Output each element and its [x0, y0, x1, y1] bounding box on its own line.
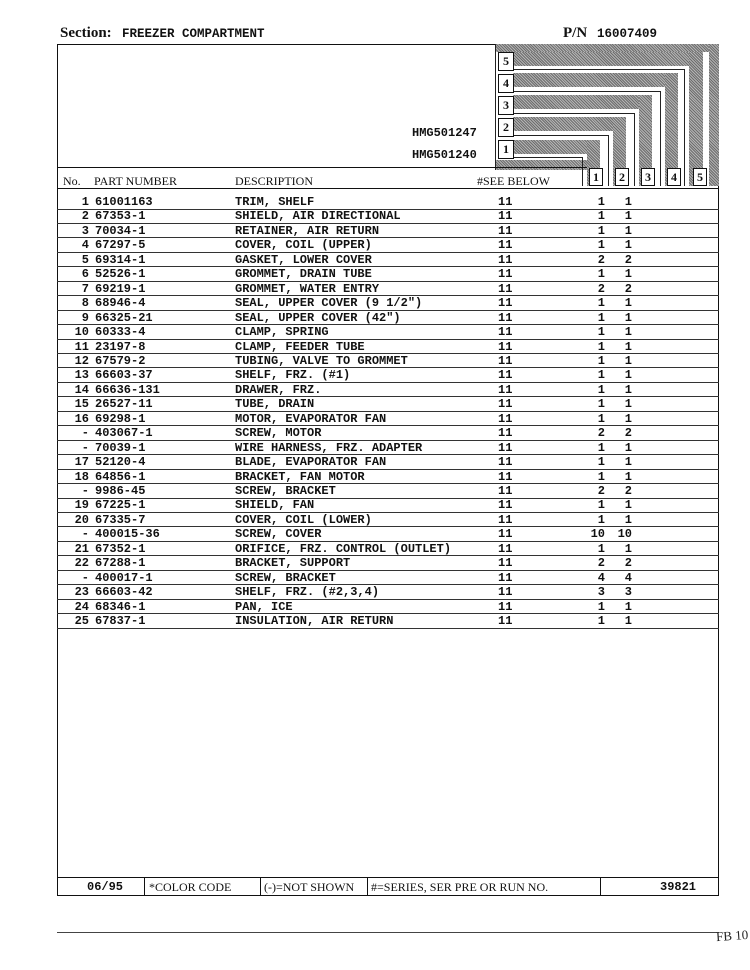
item-number: 6: [81, 267, 89, 282]
qty-model-1: 4: [597, 570, 605, 585]
footer-color-code: *COLOR CODE: [149, 880, 232, 894]
qty-model-1: 1: [597, 614, 605, 629]
qty-model-1: 1: [597, 325, 605, 340]
part-description: MOTOR, EVAPORATOR FAN: [235, 411, 387, 426]
see-below-code: 11: [498, 310, 513, 325]
part-description: SCREW, MOTOR: [235, 426, 322, 441]
item-number: 7: [81, 281, 89, 296]
part-description: DRAWER, FRZ.: [235, 382, 322, 397]
part-description: GROMMET, DRAIN TUBE: [235, 267, 372, 282]
qty-model-1: 1: [597, 397, 605, 412]
qty-model-1: 1: [597, 498, 605, 513]
qty-model-2: 1: [624, 498, 632, 513]
qty-model-1: 1: [597, 195, 605, 209]
item-number: 18: [74, 469, 89, 484]
part-description: GASKET, LOWER COVER: [235, 252, 372, 267]
part-description: COVER, COIL (UPPER): [235, 238, 372, 253]
qty-model-2: 1: [624, 541, 632, 556]
table-row: [57, 441, 719, 456]
qty-model-2: 1: [624, 209, 632, 224]
qty-model-2: 4: [624, 570, 632, 585]
qty-model-1: 2: [597, 426, 605, 441]
part-number: 67579-2: [95, 353, 146, 368]
see-below-code: 11: [498, 585, 513, 600]
qty-model-1: 1: [597, 541, 605, 556]
part-description: SEAL, UPPER COVER (42"): [235, 310, 401, 325]
table-row: [57, 470, 719, 485]
qty-model-1: 1: [597, 512, 605, 527]
qty-model-1: 3: [597, 585, 605, 600]
model-col-1: 1: [589, 168, 603, 186]
qty-model-2: 1: [624, 469, 632, 484]
part-description: SHIELD, AIR DIRECTIONAL: [235, 209, 401, 224]
part-number: 67353-1: [95, 209, 146, 224]
see-below-code: 11: [498, 368, 513, 383]
part-description: SEAL, UPPER COVER (9 1/2"): [235, 296, 423, 311]
part-description: SCREW, BRACKET: [235, 570, 336, 585]
part-number: 52120-4: [95, 455, 146, 470]
model-box-1: 1: [498, 140, 514, 159]
see-below-code: 11: [498, 498, 513, 513]
part-description: CLAMP, SPRING: [235, 325, 329, 340]
part-description: RETAINER, AIR RETURN: [235, 223, 380, 238]
model-box-2: 2: [498, 118, 514, 137]
model-col-4: 4: [667, 168, 681, 186]
qty-model-2: 1: [624, 267, 632, 282]
table-row: [57, 455, 719, 470]
qty-model-2: 2: [624, 556, 632, 571]
see-below-code: 11: [498, 556, 513, 571]
table-row: [57, 209, 719, 224]
qty-model-2: 10: [617, 527, 632, 542]
part-number: 68946-4: [95, 296, 146, 311]
footer-series: #=SERIES, SER PRE OR RUN NO.: [371, 880, 549, 894]
qty-model-1: 10: [590, 527, 605, 542]
table-row: [57, 585, 719, 600]
table-row: [57, 238, 719, 253]
section-name: FREEZER COMPARTMENT: [122, 27, 265, 41]
part-description: WIRE HARNESS, FRZ. ADAPTER: [235, 440, 423, 455]
see-below-code: 11: [498, 469, 513, 484]
table-row: [57, 397, 719, 412]
item-number: 22: [74, 556, 89, 571]
qty-model-1: 2: [597, 484, 605, 498]
model-col-5: 5: [693, 168, 707, 186]
item-number: 15: [74, 397, 89, 412]
table-row: [57, 412, 719, 427]
see-below-code: 11: [498, 223, 513, 238]
part-description: SHELF, FRZ. (#2,3,4): [235, 585, 380, 600]
part-number: 60333-4: [95, 325, 146, 340]
qty-model-1: 1: [597, 469, 605, 484]
see-below-code: 11: [498, 339, 513, 354]
qty-model-1: 1: [597, 209, 605, 224]
item-number: 5: [81, 252, 89, 267]
model-box-5: 5: [498, 52, 514, 71]
table-row: [57, 311, 719, 326]
qty-model-2: 2: [624, 252, 632, 267]
pn-label: P/N: [563, 25, 588, 41]
part-number: 70039-1: [95, 440, 146, 455]
see-below-code: 11: [498, 599, 513, 614]
footer-date: 06/95: [87, 880, 124, 894]
part-description: TUBING, VALVE TO GROMMET: [235, 353, 408, 368]
table-row: [57, 498, 719, 513]
qty-model-2: 2: [624, 426, 632, 441]
qty-model-2: 1: [624, 440, 632, 455]
see-below-code: 11: [498, 614, 513, 629]
part-description: BRACKET, SUPPORT: [235, 556, 351, 571]
part-number: 26527-11: [95, 397, 153, 412]
part-number: 69298-1: [95, 411, 146, 426]
part-number: 68346-1: [95, 599, 146, 614]
item-number: 13: [74, 368, 89, 383]
item-number: 16: [74, 411, 89, 426]
item-number: -: [81, 570, 89, 585]
qty-model-2: 2: [624, 484, 632, 498]
col-header-see-below: #SEE BELOW: [477, 174, 550, 188]
qty-model-1: 1: [597, 223, 605, 238]
qty-model-1: 1: [597, 339, 605, 354]
part-description: CLAMP, FEEDER TUBE: [235, 339, 365, 354]
see-below-code: 11: [498, 411, 513, 426]
part-number: 67225-1: [95, 498, 146, 513]
footer-not-shown: (-)=NOT SHOWN: [264, 880, 355, 894]
part-number: 52526-1: [95, 267, 146, 282]
part-number: 403067-1: [95, 426, 153, 441]
part-description: TRIM, SHELF: [235, 195, 315, 209]
see-below-code: 11: [498, 353, 513, 368]
part-number: 61001163: [95, 195, 153, 209]
see-below-code: 11: [498, 397, 513, 412]
item-number: -: [81, 527, 89, 542]
qty-model-1: 1: [597, 353, 605, 368]
item-number: 11: [74, 339, 89, 354]
table-row: [57, 542, 719, 557]
see-below-code: 11: [498, 484, 513, 498]
model-name: HMG501240: [412, 148, 477, 162]
qty-model-1: 2: [597, 252, 605, 267]
qty-model-2: 1: [624, 325, 632, 340]
table-row: [57, 571, 719, 586]
see-below-code: 11: [498, 440, 513, 455]
table-row: [57, 253, 719, 268]
part-description: SHELF, FRZ. (#1): [235, 368, 351, 383]
part-number: 67837-1: [95, 614, 146, 629]
item-number: -: [81, 426, 89, 441]
section-label: Section:: [60, 25, 112, 41]
see-below-code: 11: [498, 426, 513, 441]
qty-model-1: 1: [597, 382, 605, 397]
item-number: 3: [81, 223, 89, 238]
see-below-code: 11: [498, 209, 513, 224]
table-row: [57, 368, 719, 383]
model-box-3: 3: [498, 96, 514, 115]
table-row: [57, 383, 719, 398]
item-number: 20: [74, 512, 89, 527]
table-row: [57, 556, 719, 571]
qty-model-2: 1: [624, 368, 632, 383]
part-number: 9986-45: [95, 484, 146, 498]
see-below-code: 11: [498, 238, 513, 253]
item-number: 4: [81, 238, 89, 253]
part-number: 67288-1: [95, 556, 146, 571]
item-number: 2: [81, 209, 89, 224]
item-number: 21: [74, 541, 89, 556]
see-below-code: 11: [498, 527, 513, 542]
see-below-code: 11: [498, 455, 513, 470]
qty-model-2: 1: [624, 614, 632, 629]
part-number: 400015-36: [95, 527, 160, 542]
part-description: INSULATION, AIR RETURN: [235, 614, 394, 629]
part-number: 67352-1: [95, 541, 146, 556]
table-row: [57, 340, 719, 355]
table-row: [57, 484, 719, 499]
table-row: [57, 267, 719, 282]
col-header-description: DESCRIPTION: [235, 174, 314, 188]
item-number: 8: [81, 296, 89, 311]
part-description: SCREW, BRACKET: [235, 484, 336, 498]
part-description: GROMMET, WATER ENTRY: [235, 281, 380, 296]
item-number: 23: [74, 585, 89, 600]
model-col-3: 3: [641, 168, 655, 186]
qty-model-1: 1: [597, 310, 605, 325]
see-below-code: 11: [498, 325, 513, 340]
item-number: 9: [81, 310, 89, 325]
see-below-code: 11: [498, 570, 513, 585]
item-number: -: [81, 440, 89, 455]
part-description: SCREW, COVER: [235, 527, 322, 542]
table-row: [57, 325, 719, 340]
item-number: -: [81, 484, 89, 498]
part-number: 66636-131: [95, 382, 160, 397]
item-number: 1: [81, 195, 89, 209]
part-number: 23197-8: [95, 339, 146, 354]
qty-model-2: 3: [624, 585, 632, 600]
part-description: COVER, COIL (LOWER): [235, 512, 372, 527]
part-number: 69219-1: [95, 281, 146, 296]
model-name: HMG501247: [412, 126, 477, 140]
model-box-4: 4: [498, 74, 514, 93]
pn-value: 16007409: [597, 27, 658, 41]
qty-model-1: 1: [597, 455, 605, 470]
item-number: 24: [74, 599, 89, 614]
table-row: [57, 513, 719, 528]
see-below-code: 11: [498, 281, 513, 296]
part-number: 64856-1: [95, 469, 146, 484]
see-below-code: 11: [498, 267, 513, 282]
table-row: [57, 296, 719, 311]
table-row: [57, 224, 719, 239]
table-row: [57, 354, 719, 369]
see-below-code: 11: [498, 382, 513, 397]
qty-model-2: 1: [624, 223, 632, 238]
part-description: PAN, ICE: [235, 599, 293, 614]
part-number: 67335-7: [95, 512, 146, 527]
part-number: 69314-1: [95, 252, 146, 267]
qty-model-2: 1: [624, 353, 632, 368]
qty-model-2: 1: [624, 310, 632, 325]
see-below-code: 11: [498, 512, 513, 527]
item-number: 17: [74, 455, 89, 470]
footer-bar: [57, 877, 719, 897]
see-below-code: 11: [498, 252, 513, 267]
qty-model-2: 1: [624, 238, 632, 253]
table-row: [57, 527, 719, 542]
qty-model-1: 1: [597, 411, 605, 426]
part-description: ORIFICE, FRZ. CONTROL (OUTLET): [235, 541, 452, 556]
qty-model-1: 1: [597, 368, 605, 383]
qty-model-2: 1: [624, 512, 632, 527]
model-col-2: 2: [615, 168, 629, 186]
table-row: [57, 282, 719, 297]
see-below-code: 11: [498, 541, 513, 556]
table-row: [57, 614, 719, 629]
item-number: 25: [74, 614, 89, 629]
qty-model-2: 1: [624, 339, 632, 354]
qty-model-2: 1: [624, 599, 632, 614]
qty-model-1: 1: [597, 267, 605, 282]
item-number: 10: [74, 325, 89, 340]
see-below-code: 11: [498, 195, 513, 209]
qty-model-2: 1: [624, 397, 632, 412]
table-row: [57, 195, 719, 210]
part-number: 67297-5: [95, 238, 146, 253]
part-number: 66603-42: [95, 585, 153, 600]
qty-model-2: 1: [624, 382, 632, 397]
col-header-no: No.: [63, 174, 81, 188]
qty-model-1: 1: [597, 440, 605, 455]
qty-model-2: 1: [624, 455, 632, 470]
part-description: SHIELD, FAN: [235, 498, 315, 513]
qty-model-1: 1: [597, 296, 605, 311]
part-description: BLADE, EVAPORATOR FAN: [235, 455, 387, 470]
item-number: 12: [74, 353, 89, 368]
part-number: 66603-37: [95, 368, 153, 383]
qty-model-2: 1: [624, 195, 632, 209]
footer-page-code: 39821: [660, 880, 697, 894]
col-header-part-number: PART NUMBER: [94, 174, 177, 188]
qty-model-2: 1: [624, 296, 632, 311]
part-number: 400017-1: [95, 570, 153, 585]
part-number: 66325-21: [95, 310, 153, 325]
qty-model-1: 2: [597, 281, 605, 296]
margin-note: FB 10: [715, 926, 749, 945]
part-description: BRACKET, FAN MOTOR: [235, 469, 365, 484]
item-number: 14: [74, 382, 89, 397]
see-below-code: 11: [498, 296, 513, 311]
qty-model-1: 1: [597, 599, 605, 614]
part-number: 70034-1: [95, 223, 146, 238]
part-description: TUBE, DRAIN: [235, 397, 315, 412]
table-row: [57, 600, 719, 615]
qty-model-2: 2: [624, 281, 632, 296]
qty-model-1: 1: [597, 238, 605, 253]
qty-model-1: 2: [597, 556, 605, 571]
item-number: 19: [74, 498, 89, 513]
table-row: [57, 426, 719, 441]
qty-model-2: 1: [624, 411, 632, 426]
